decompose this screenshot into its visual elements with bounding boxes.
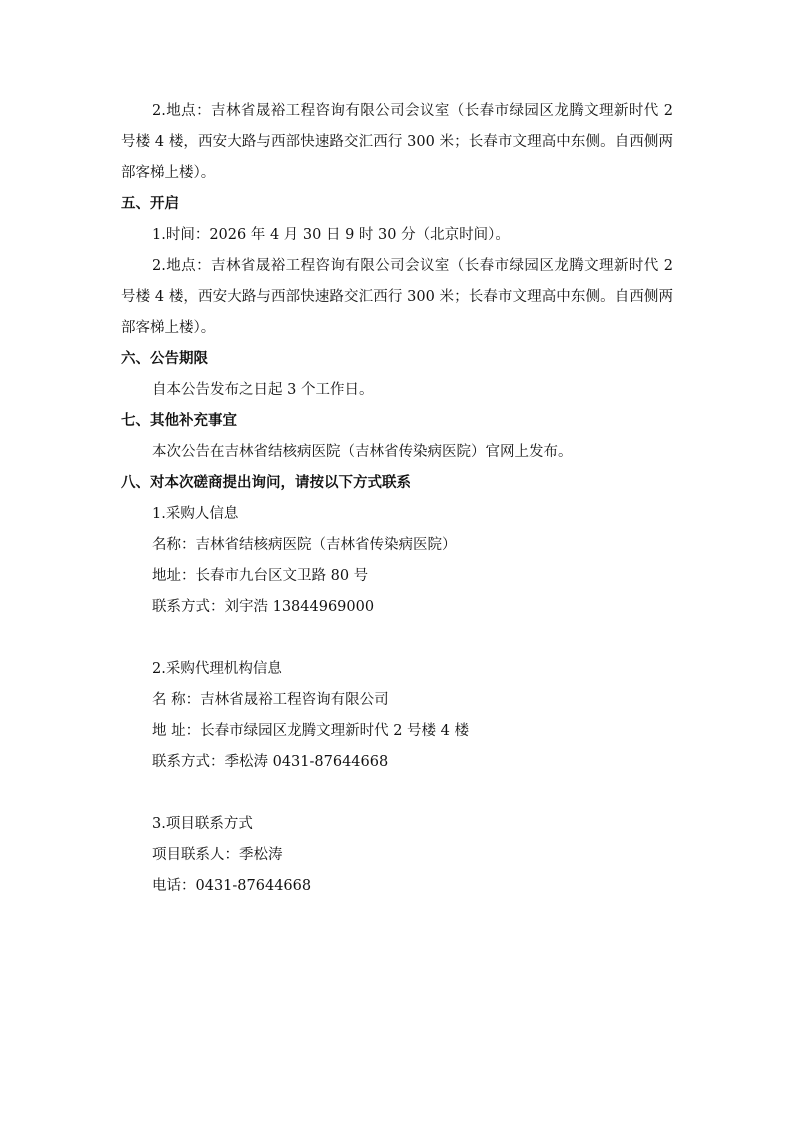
purchaser-name: 名称：吉林省结核病医院（吉林省传染病医院）: [152, 537, 457, 553]
opening-location-paragraph: 2.地点：吉林省晟裕工程咨询有限公司会议室（长春市绿园区龙腾文理新时代 2 号楼 4 楼，西安大路与西部快速路交汇西行 300 米；长春市文理高中东侧。自西侧两部客梯上楼）。: [121, 258, 673, 336]
project-contact-title: 3.项目联系方式: [152, 816, 253, 832]
section-heading-other-matters: 七、其他补充事宜: [121, 413, 237, 429]
purchaser-contact: 联系方式：刘宇浩 13844969000: [152, 599, 375, 615]
agency-info-title: 2.采购代理机构信息: [152, 661, 282, 677]
other-matters-paragraph: 本次公告在吉林省结核病医院（吉林省传染病医院）官网上发布。: [152, 444, 573, 460]
notice-period-paragraph: 自本公告发布之日起 3 个工作日。: [152, 382, 374, 398]
project-contact-person: 项目联系人：季松涛: [152, 847, 283, 863]
purchaser-info-title: 1.采购人信息: [152, 506, 239, 522]
agency-contact: 联系方式：季松涛 0431-87644668: [152, 754, 389, 770]
opening-time-paragraph: 1.时间：2026 年 4 月 30 日 9 时 30 分（北京时间）。: [152, 227, 510, 243]
review-location-paragraph: 2.地点：吉林省晟裕工程咨询有限公司会议室（长春市绿园区龙腾文理新时代 2 号楼 4 楼，西安大路与西部快速路交汇西行 300 米；长春市文理高中东侧。自西侧两部客梯上楼）。: [121, 103, 673, 181]
section-heading-opening: 五、开启: [121, 196, 179, 212]
purchaser-address: 地址：长春市九台区文卫路 80 号: [152, 568, 369, 584]
agency-name: 名 称：吉林省晟裕工程咨询有限公司: [152, 692, 389, 708]
document-body: [121, 96, 673, 902]
spacer: [121, 623, 673, 654]
section-heading-contacts: 八、对本次磋商提出询问，请按以下方式联系: [121, 475, 411, 491]
agency-address: 地 址：长春市绿园区龙腾文理新时代 2 号楼 4 楼: [152, 723, 469, 739]
spacer: [121, 778, 673, 809]
project-contact-phone: 电话：0431-87644668: [152, 878, 312, 894]
section-heading-notice-period: 六、公告期限: [121, 351, 208, 367]
